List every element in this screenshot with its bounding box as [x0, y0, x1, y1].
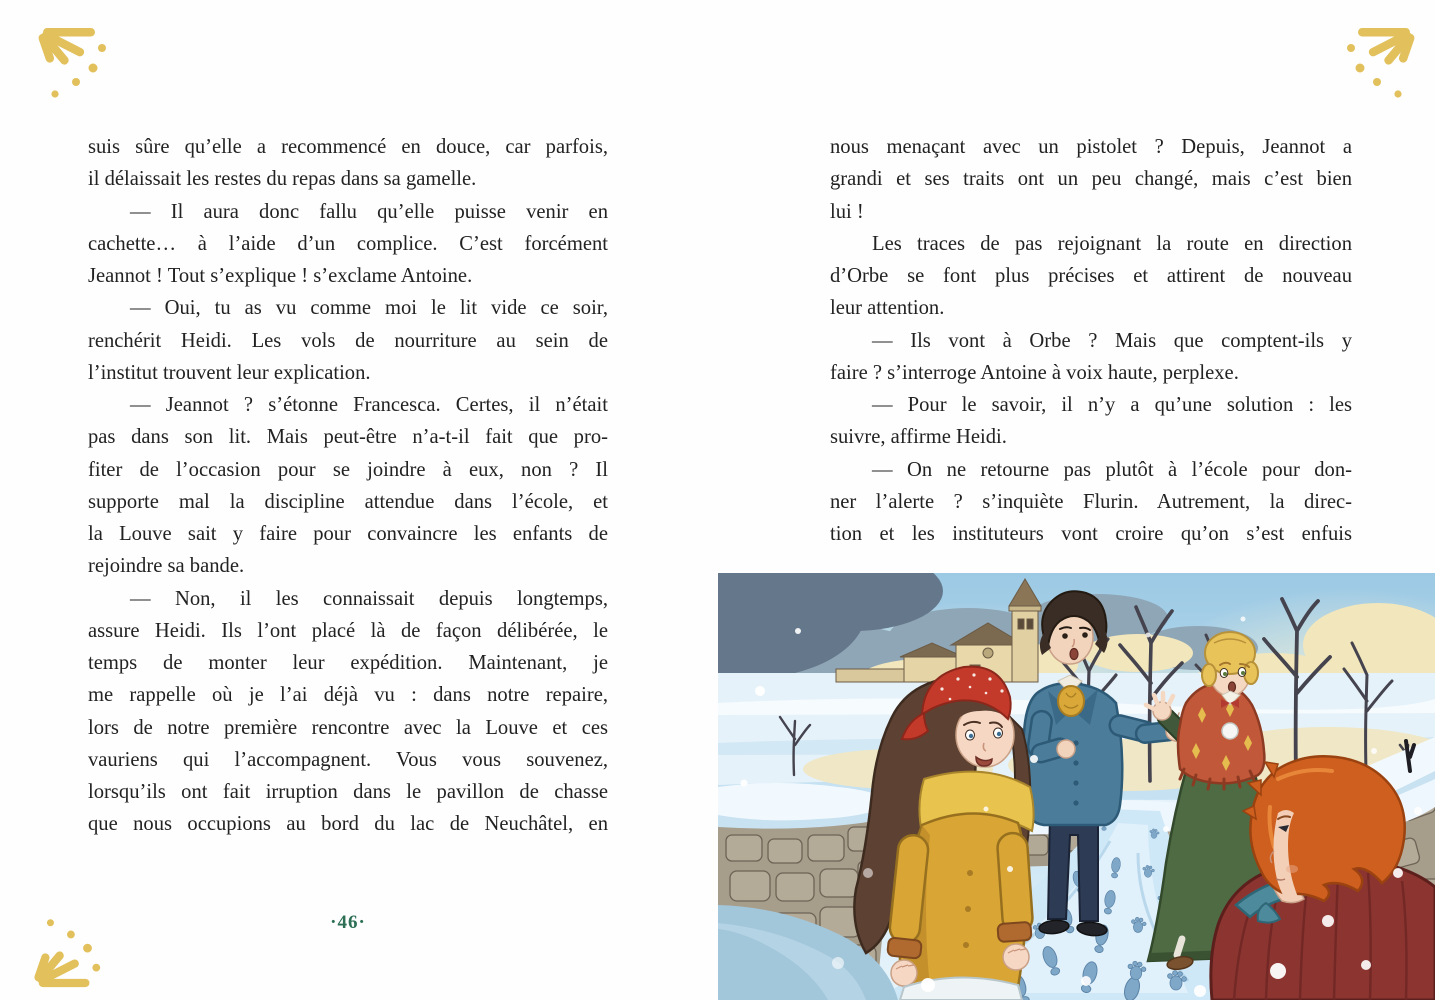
text-line: Les traces de pas rejoignant la route en direction [872, 232, 1352, 255]
page-number: ·46· [330, 912, 366, 933]
sparkle-ornament-top-left-icon [33, 24, 113, 104]
text-line: renchérit Heidi. Les vols de nourriture au sein de [88, 329, 608, 352]
text-line: ner l’alerte ? s’inquiète Flurin. Autrement, la direc- [830, 490, 1352, 513]
text-line: grandi et ses traits ont un peu changé, mais c’est bien [830, 168, 1352, 191]
text-line: la Louve sait y faire pour convaincre les enfants de [88, 523, 608, 545]
text-line: — On ne retourne pas plutôt à l’école pour don- [872, 458, 1352, 481]
text-line: me rappelle où je l’ai déjà vu : dans notre repaire, [88, 684, 608, 707]
text-line: d’Orbe se font plus précises et attirent de nouveau [830, 265, 1352, 287]
story-illustration [718, 573, 1435, 1000]
right-page-text-column [830, 131, 1352, 550]
text-line: — Oui, tu as vu comme moi le lit vide ce soir, [130, 297, 608, 320]
text-line: — Non, il les connaissait depuis longtemps, [130, 587, 608, 610]
text-line: il délaissait les restes du repas dans sa gamelle. [88, 168, 477, 191]
text-line: l’institut trouvent leur explication. [88, 361, 371, 384]
text-line: lors de notre première rencontre avec la Louve et ces [88, 716, 608, 739]
text-line: supporte mal la discipline attendue dans l’école, et [88, 490, 608, 513]
text-line: vauriens qui l’accompagnent. Vous vous souvenez, [88, 748, 608, 771]
paragraph [830, 325, 1352, 390]
text-line: faire ? s’interroge Antoine à voix haute, perplexe. [830, 361, 1239, 384]
text-line: suivre, affirme Heidi. [830, 426, 1007, 449]
paragraph [88, 389, 608, 583]
paragraph [830, 131, 1352, 228]
text-line: suis sûre qu’elle a recommencé en douce, car parfois, [88, 136, 608, 158]
text-line: — Jeannot ? s’étonne Francesca. Certes, il n’était [130, 394, 608, 416]
text-line: rejoindre sa bande. [88, 555, 245, 578]
text-line: — Il aura donc fallu qu’elle puisse venir en [130, 200, 608, 223]
text-line: cachette… à l’aide d’un complice. C’est forcément [88, 232, 608, 255]
sparkle-ornament-top-right-icon [1340, 24, 1420, 104]
paragraph [830, 228, 1352, 325]
text-line: lui ! [830, 200, 864, 223]
text-line: leur attention. [830, 297, 945, 320]
text-line: — Pour le savoir, il n’y a qu’une solution : les [872, 394, 1352, 416]
paragraph [88, 131, 608, 196]
text-line: que nous occupions au bord du lac de Neuchâtel, en [88, 813, 608, 836]
text-line: Jeannot ! Tout s’explique ! s’exclame Antoine. [88, 265, 473, 287]
paragraph [88, 583, 608, 841]
text-line: lorsqu’ils ont fait irruption dans le pavillon de chasse [88, 781, 608, 803]
paragraph [88, 196, 608, 293]
text-line: tion et les instituteurs vont croire qu’on s’est enfuis [830, 523, 1352, 545]
text-line: temps de monter leur expédition. Maintenant, je [88, 652, 608, 674]
paragraph [830, 454, 1352, 551]
text-line: nous menaçant avec un pistolet ? Depuis, Jeannot a [830, 136, 1352, 158]
text-line: assure Heidi. Ils l’ont placé là de façon délibérée, le [88, 619, 608, 642]
paragraph [88, 292, 608, 389]
left-page-text-column [88, 131, 608, 841]
text-line: — Ils vont à Orbe ? Mais que comptent-ils y [872, 329, 1352, 352]
paragraph [830, 389, 1352, 454]
text-line: pas dans son lit. Mais peut-être n’a-t-il fait que pro- [88, 426, 608, 449]
text-line: fiter de l’occasion pour se joindre à eux, non ? Il [88, 458, 608, 481]
